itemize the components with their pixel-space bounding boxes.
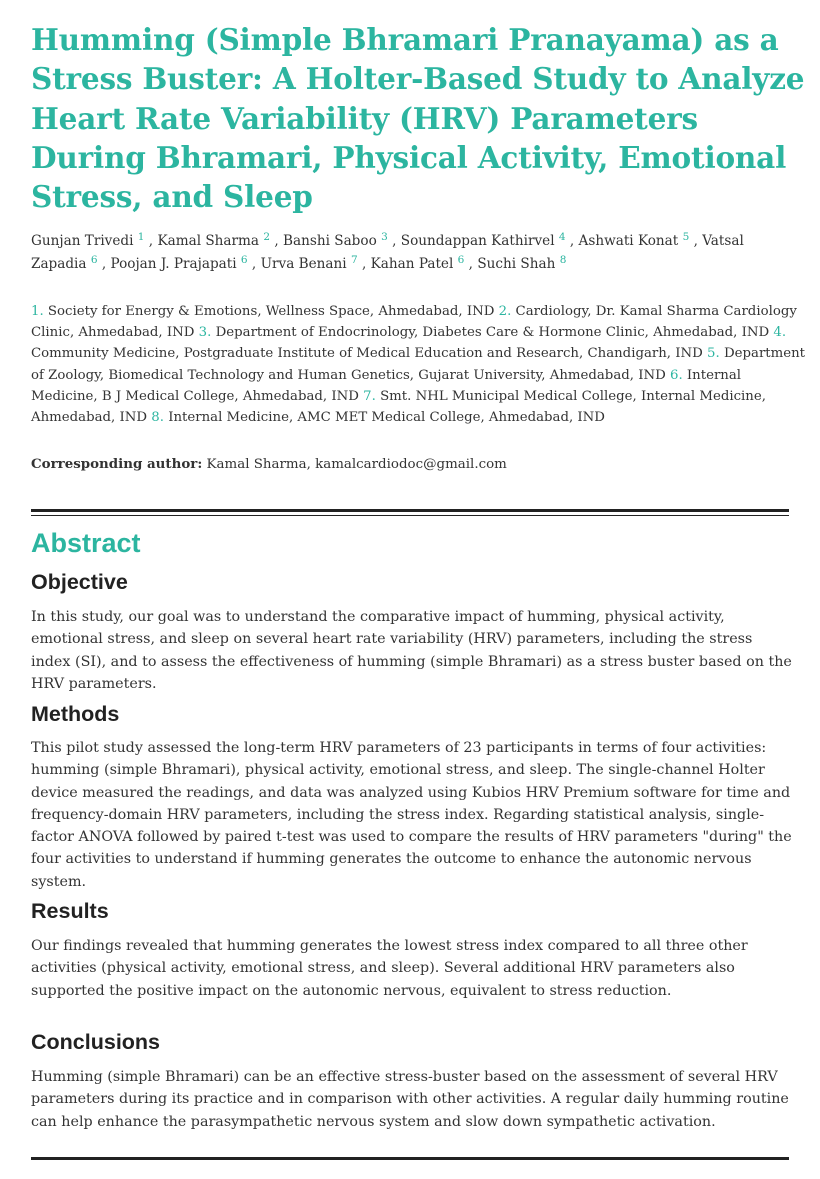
affiliation: 3. Department of Endocrinology, Diabetes Care & Hormone Clinic, Ahmedabad, IND	[198, 325, 770, 341]
article-title: Humming (Simple Bhramari Pranayama) as a Stress Buster: A Holter-Based Study to Analyze Heart Rate Variability (HRV) Parameters During Bhramari, Physical Activity, Emotional Stress, and Sleep	[31, 22, 805, 215]
corresponding-author	[31, 453, 801, 476]
author[interactable]: Kahan Patel $^6$	[370, 254, 465, 272]
divider	[31, 1157, 789, 1160]
affiliation: 2. Cardiology, Dr. Kamal Sharma Cardiology Clinic, Ahmedabad, IND	[31, 304, 797, 341]
author[interactable]: Ashwati Konat $^5$	[578, 231, 690, 249]
author[interactable]: Kamal Sharma $^2$	[157, 231, 271, 249]
author-list: Gunjan Trivedi $^1$ , Kamal Sharma $^2$ , Banshi Saboo $^3$ , Soundappan Kathirvel $^4$ , Ashwati Konat $^5$ , Vatsal Zapadia $^6$ , Poojan J. Prajapati $^6$ , Urva Benani $^7$ , Kahan Patel $^6$ , Suchi Shah $^8$	[31, 231, 744, 272]
affiliation: 1. Society for Energy & Emotions, Wellness Space, Ahmedabad, IND	[31, 304, 495, 319]
abstract-heading: Abstract	[31, 528, 141, 558]
corresponding-author-value[interactable]: Kamal Sharma, kamalcardiodoc@gmail.com	[206, 457, 507, 472]
author[interactable]: Poojan J. Prajapati $^6$	[110, 254, 248, 272]
author[interactable]: Suchi Shah $^8$	[477, 254, 567, 272]
affiliation: 5. Department of Zoology, Biomedical Technology and Human Genetics, Gujarat University, Ahmedabad, IND	[31, 346, 806, 383]
objective-heading: Objective	[31, 570, 128, 594]
author[interactable]: Vatsal Zapadia $^6$	[31, 233, 744, 272]
author[interactable]: Soundappan Kathirvel $^4$	[400, 231, 566, 249]
affiliations	[31, 301, 811, 428]
author[interactable]: Banshi Saboo $^3$	[283, 231, 388, 249]
affiliation: 7. Smt. NHL Municipal Medical College, Internal Medicine, Ahmedabad, IND	[31, 388, 766, 426]
author[interactable]: Gunjan Trivedi $^1$	[31, 231, 145, 249]
author[interactable]: Urva Benani $^7$	[260, 254, 358, 272]
affiliation: 8. Internal Medicine, AMC MET Medical College, Ahmedabad, IND	[151, 410, 605, 426]
methods-text: This pilot study assessed the long-term HRV parameters of 23 participants in terms of four activities: humming (simple Bhramari), physical activity, emotional stress, and sleep. The single-channel Holter device measured the readings, and data was analyzed using Kubios HRV Premium software for time and frequency-domain HRV parameters, including the stress index. Regarding statistical analysis, single-factor ANOVA followed by paired t-test was used to compare the results of HRV parameters "during" the four activities to understand if humming generates the outcome to enhance the autonomic nervous system.	[31, 740, 792, 890]
affiliation: 6. Internal Medicine, B J Medical College, Ahmedabad, IND	[31, 367, 742, 404]
conclusions-heading: Conclusions	[31, 1030, 161, 1054]
results-heading: Results	[31, 899, 109, 923]
methods-heading: Methods	[31, 702, 120, 726]
results-text: Our findings revealed that humming generates the lowest stress index compared to all three other activities (physical activity, emotional stress, and sleep). Several additional HRV parameters also supported the positive impact on the autonomic nervous, equivalent to stress reduction.	[31, 938, 748, 999]
objective-text: In this study, our goal was to understand the comparative impact of humming, physical activity, emotional stress, and sleep on several heart rate variability (HRV) parameters, including the stress index (SI), and to assess the effectiveness of humming (simple Bhramari) as a stress buster based on the HRV parameters.	[31, 609, 792, 692]
corresponding-author-label: Corresponding author:	[31, 456, 203, 472]
divider	[31, 515, 789, 516]
affiliation: 4. Community Medicine, Postgraduate Institute of Medical Education and Research, Chandigarh, IND	[31, 325, 787, 362]
conclusions-text: Humming (simple Bhramari) can be an effective stress-buster based on the assessment of several HRV parameters during its practice and in comparison with other activities. A regular daily humming routine can help enhance the parasympathetic nervous system and slow down sympathetic activation.	[31, 1069, 789, 1130]
divider	[31, 509, 789, 512]
